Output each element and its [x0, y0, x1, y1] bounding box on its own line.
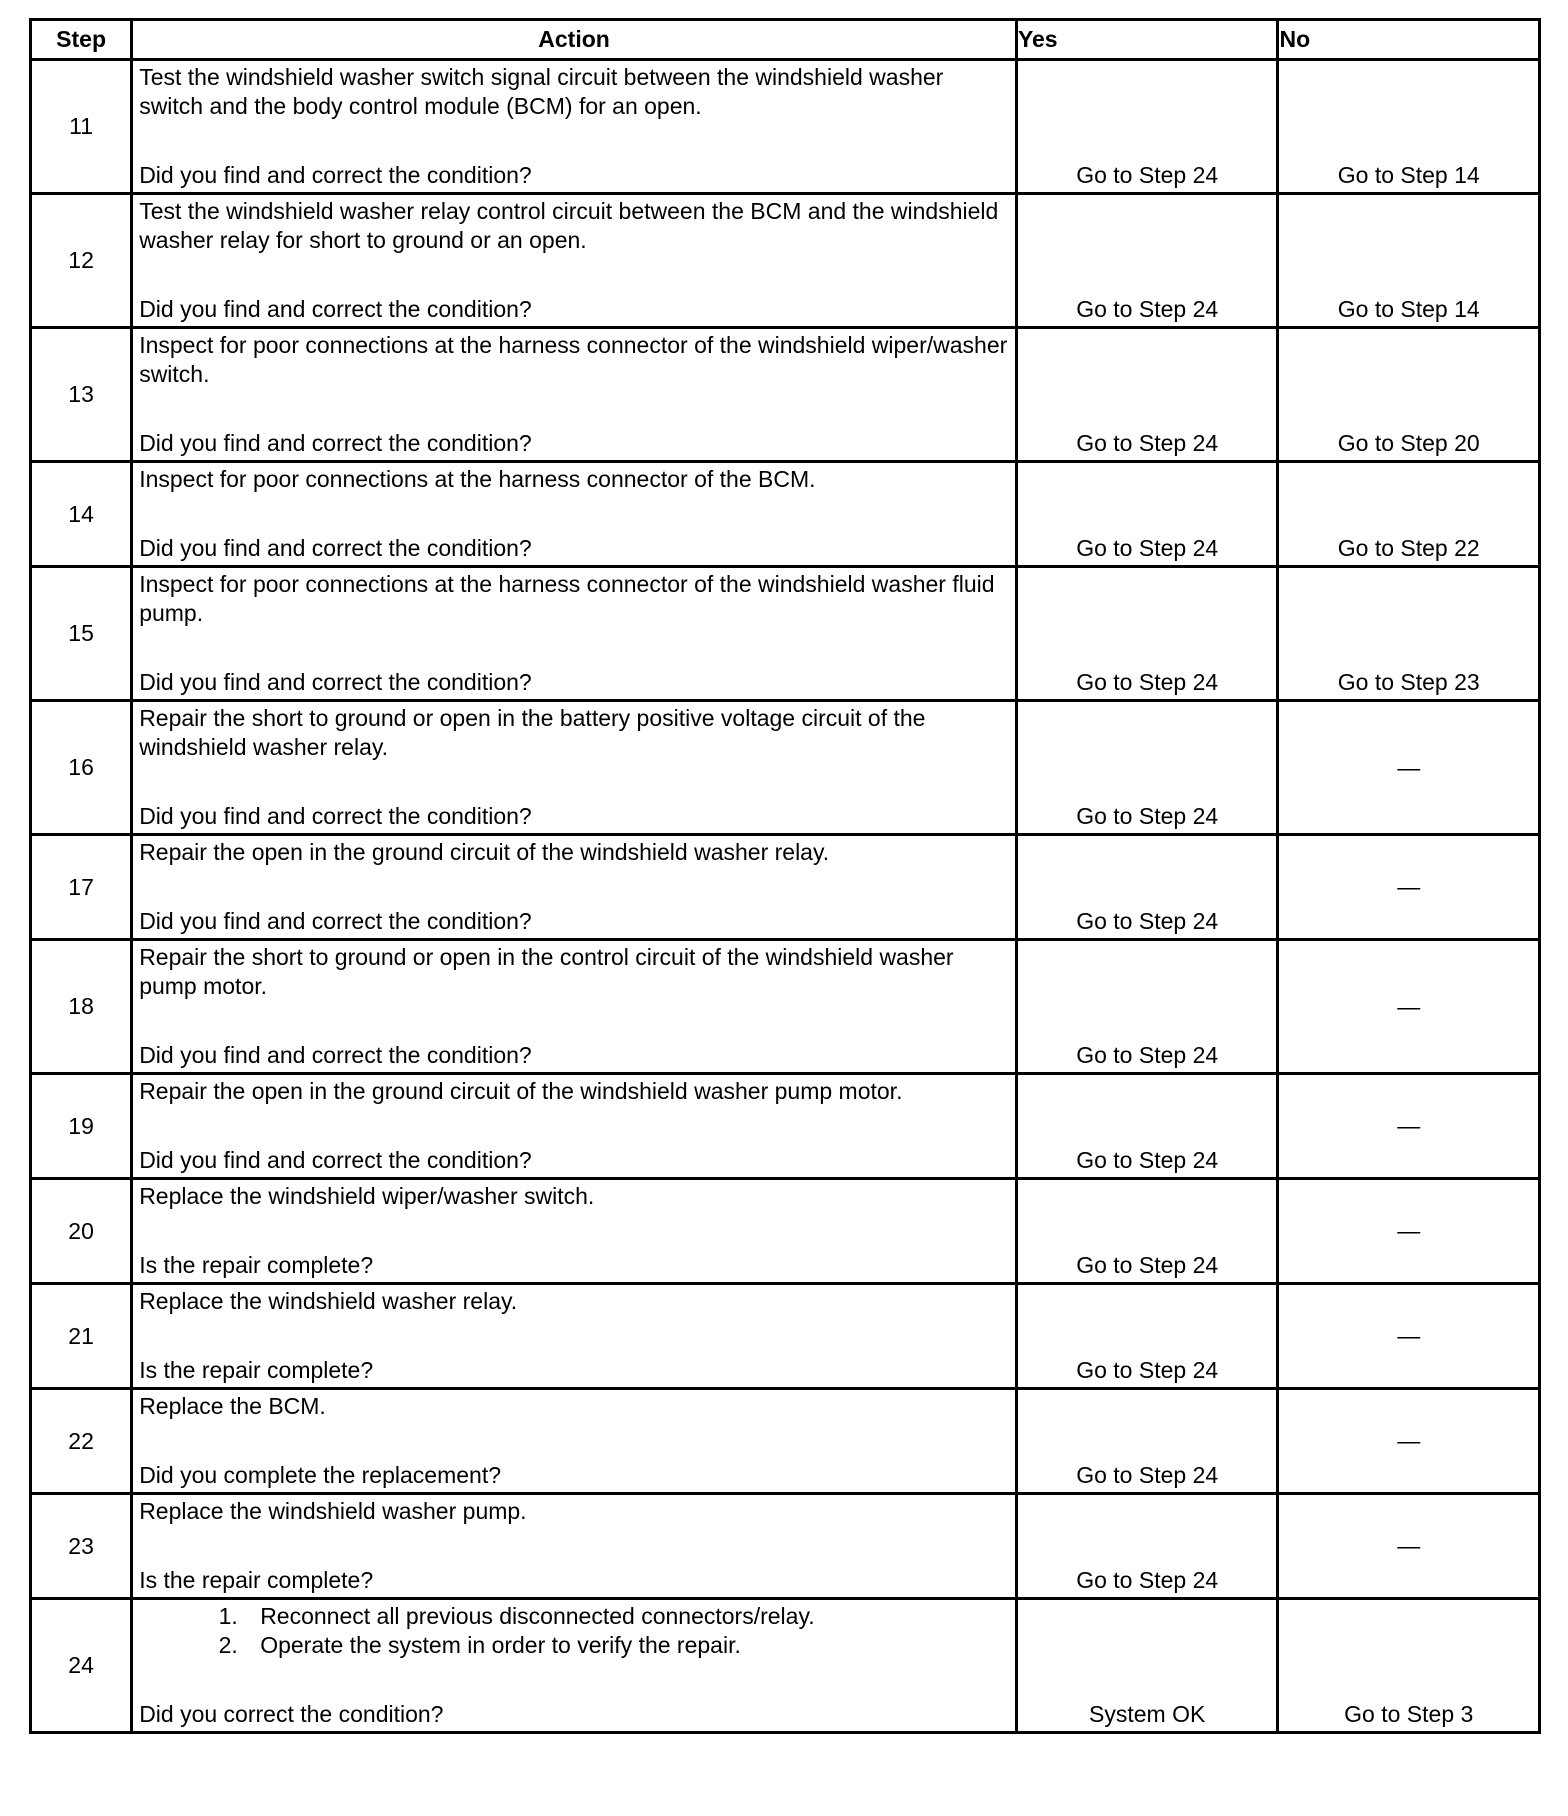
yes-outcome: Go to Step 24 [1076, 430, 1219, 456]
table-row [31, 1179, 1540, 1284]
action-cell [132, 701, 1017, 835]
step-number: 13 [31, 328, 132, 462]
action-step-item: 1. Reconnect all previous disconnected connectors/relay. [244, 1602, 1009, 1631]
action-step-item: 2. Operate the system in order to verify the repair. [244, 1631, 1009, 1660]
no-cell [1278, 328, 1540, 462]
action-text: Test the windshield washer switch signal circuit between the windshield washer switch and the body control module (BCM) for an open. [139, 64, 944, 119]
action-cell [132, 835, 1017, 940]
action-cell [132, 328, 1017, 462]
action-question: Did you find and correct the condition? [139, 162, 532, 188]
action-text: Test the windshield washer relay control circuit between the BCM and the windshield washer relay for short to ground or an open. [139, 198, 999, 253]
no-cell [1278, 940, 1540, 1074]
action-text: Inspect for poor connections at the harness connector of the BCM. [139, 466, 816, 492]
yes-cell [1016, 328, 1278, 462]
action-cell [132, 462, 1017, 567]
action-cell [132, 940, 1017, 1074]
table-row [31, 701, 1540, 835]
yes-cell [1016, 835, 1278, 940]
action-question: Did you find and correct the condition? [139, 430, 532, 456]
no-cell [1278, 1389, 1540, 1494]
yes-cell [1016, 1599, 1278, 1733]
no-outcome-none: — [1397, 993, 1421, 1019]
no-outcome: Go to Step 14 [1337, 162, 1480, 188]
action-question: Is the repair complete? [139, 1567, 374, 1593]
yes-outcome: Go to Step 24 [1076, 162, 1219, 188]
action-text: Replace the windshield wiper/washer switch. [139, 1183, 595, 1209]
step-number: 24 [31, 1599, 132, 1733]
yes-cell [1016, 567, 1278, 701]
action-cell [132, 1599, 1017, 1733]
yes-outcome: Go to Step 24 [1076, 1462, 1219, 1488]
action-question: Is the repair complete? [139, 1357, 374, 1383]
yes-outcome: Go to Step 24 [1076, 296, 1219, 322]
step-number: 17 [31, 835, 132, 940]
action-question: Did you find and correct the condition? [139, 908, 532, 934]
action-question: Did you correct the condition? [139, 1701, 444, 1727]
action-question: Did you find and correct the condition? [139, 535, 532, 561]
no-cell [1278, 835, 1540, 940]
yes-cell [1016, 701, 1278, 835]
action-cell [132, 567, 1017, 701]
no-cell [1278, 1599, 1540, 1733]
no-cell [1278, 194, 1540, 328]
no-outcome-none: — [1397, 754, 1421, 780]
action-description [139, 465, 1009, 494]
yes-cell [1016, 1074, 1278, 1179]
header-action: Action [132, 20, 1017, 60]
step-number: 19 [31, 1074, 132, 1179]
yes-outcome: System OK [1089, 1701, 1206, 1727]
table-header-row [31, 20, 1540, 60]
yes-cell [1016, 1389, 1278, 1494]
yes-outcome: Go to Step 24 [1076, 803, 1219, 829]
step-number: 11 [31, 60, 132, 194]
action-question: Did you find and correct the condition? [139, 803, 532, 829]
table-row [31, 1284, 1540, 1389]
table-row [31, 462, 1540, 567]
step-number: 23 [31, 1494, 132, 1599]
action-cell [132, 1494, 1017, 1599]
no-cell [1278, 60, 1540, 194]
no-outcome-none: — [1397, 1217, 1421, 1244]
table-row [31, 835, 1540, 940]
no-cell [1278, 462, 1540, 567]
yes-outcome: Go to Step 24 [1076, 535, 1219, 561]
action-question: Did you find and correct the condition? [139, 1042, 532, 1068]
yes-cell [1016, 60, 1278, 194]
action-steps-list [139, 1602, 1009, 1660]
action-question: Did you find and correct the condition? [139, 1147, 532, 1173]
yes-outcome: Go to Step 24 [1076, 1357, 1219, 1383]
action-question: Did you find and correct the condition? [139, 296, 532, 322]
yes-outcome: Go to Step 24 [1076, 1252, 1219, 1278]
table-row [31, 328, 1540, 462]
no-outcome-none: — [1397, 1427, 1421, 1454]
table-row [31, 194, 1540, 328]
action-question: Is the repair complete? [139, 1252, 374, 1278]
no-cell [1278, 567, 1540, 701]
yes-outcome: Go to Step 24 [1076, 669, 1219, 695]
action-description [139, 1077, 1009, 1106]
no-cell [1278, 1074, 1540, 1179]
action-description [139, 197, 1009, 255]
step-number: 14 [31, 462, 132, 567]
step-number: 20 [31, 1179, 132, 1284]
no-outcome: Go to Step 23 [1337, 669, 1480, 695]
action-text: Inspect for poor connections at the harness connector of the windshield washer fluid pump. [139, 571, 995, 626]
action-text: Repair the short to ground or open in the control circuit of the windshield washer pump motor. [139, 944, 954, 999]
action-text: Replace the windshield washer pump. [139, 1498, 527, 1524]
no-cell [1278, 701, 1540, 835]
no-outcome-none: — [1397, 873, 1421, 900]
action-description [139, 1602, 1009, 1660]
no-cell [1278, 1494, 1540, 1599]
table-row [31, 567, 1540, 701]
step-number: 16 [31, 701, 132, 835]
action-text: Repair the open in the ground circuit of the windshield washer relay. [139, 839, 830, 865]
table-row [31, 1599, 1540, 1733]
header-step: Step [31, 20, 132, 60]
header-no: No [1278, 20, 1540, 60]
no-outcome: Go to Step 3 [1344, 1701, 1474, 1727]
yes-cell [1016, 194, 1278, 328]
step-number: 18 [31, 940, 132, 1074]
header-yes: Yes [1016, 20, 1278, 60]
action-cell [132, 1284, 1017, 1389]
action-text: Replace the BCM. [139, 1393, 326, 1419]
step-number: 21 [31, 1284, 132, 1389]
table-row [31, 940, 1540, 1074]
action-cell [132, 1389, 1017, 1494]
no-outcome-none: — [1397, 1322, 1421, 1349]
action-description [139, 331, 1009, 389]
action-cell [132, 1179, 1017, 1284]
action-description [139, 943, 1009, 1001]
action-description [139, 1497, 1009, 1526]
action-cell [132, 194, 1017, 328]
yes-cell [1016, 940, 1278, 1074]
no-outcome-none: — [1397, 1532, 1421, 1559]
no-cell [1278, 1284, 1540, 1389]
action-description [139, 63, 1009, 121]
action-question: Did you find and correct the condition? [139, 669, 532, 695]
step-number: 15 [31, 567, 132, 701]
action-cell [132, 1074, 1017, 1179]
table-row [31, 1389, 1540, 1494]
yes-outcome: Go to Step 24 [1076, 1567, 1219, 1593]
yes-cell [1016, 1284, 1278, 1389]
action-description [139, 1392, 1009, 1421]
table-row [31, 1494, 1540, 1599]
yes-outcome: Go to Step 24 [1076, 908, 1219, 934]
action-cell [132, 60, 1017, 194]
diagnostic-table [29, 18, 1541, 1734]
step-number: 22 [31, 1389, 132, 1494]
table-row [31, 60, 1540, 194]
action-description [139, 838, 1009, 867]
action-description [139, 704, 1009, 762]
no-outcome-none: — [1397, 1112, 1421, 1139]
action-text: Repair the open in the ground circuit of the windshield washer pump motor. [139, 1078, 903, 1104]
no-cell [1278, 1179, 1540, 1284]
no-outcome: Go to Step 14 [1337, 296, 1480, 322]
table-row [31, 1074, 1540, 1179]
no-outcome: Go to Step 22 [1337, 535, 1480, 561]
yes-outcome: Go to Step 24 [1076, 1042, 1219, 1068]
yes-cell [1016, 1494, 1278, 1599]
yes-cell [1016, 462, 1278, 567]
action-text: Inspect for poor connections at the harness connector of the windshield wiper/washer switch. [139, 332, 1008, 387]
action-text: Repair the short to ground or open in the battery positive voltage circuit of the windshield washer relay. [139, 705, 926, 760]
action-description [139, 1182, 1009, 1211]
action-question: Did you complete the replacement? [139, 1462, 501, 1488]
no-outcome: Go to Step 20 [1337, 430, 1480, 456]
action-description [139, 570, 1009, 628]
yes-cell [1016, 1179, 1278, 1284]
yes-outcome: Go to Step 24 [1076, 1147, 1219, 1173]
step-number: 12 [31, 194, 132, 328]
action-text: Replace the windshield washer relay. [139, 1288, 518, 1314]
action-description [139, 1287, 1009, 1316]
